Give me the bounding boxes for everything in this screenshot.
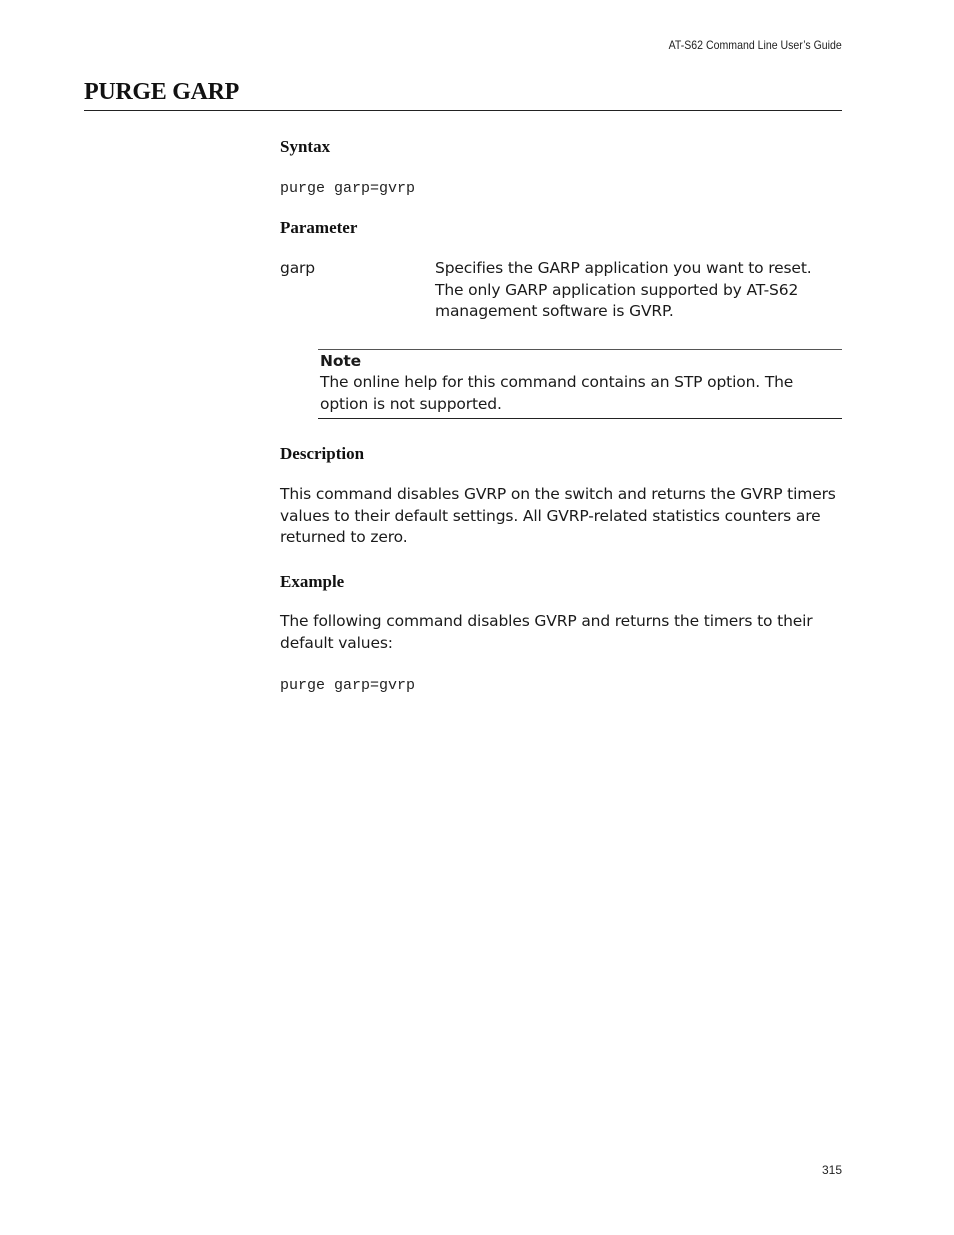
example-heading: Example (280, 572, 345, 591)
description-heading: Description (280, 444, 365, 463)
syntax-code: purge garp=gvrp (280, 180, 416, 197)
note-box (318, 349, 842, 419)
parameter-heading: Parameter (280, 218, 358, 237)
example-text: The following command disables GVRP and returns the timers to their default values: (280, 612, 813, 652)
syntax-heading: Syntax (280, 137, 331, 156)
title-divider (84, 110, 842, 111)
page-number: 315 (821, 1163, 842, 1177)
note-text: The online help for this command contains an STP option. The option is not supported. (320, 373, 794, 413)
parameter-description: Specifies the GARP application you want to reset. The only GARP application supported by AT-S62 management software is GVRP. (435, 259, 812, 321)
page-title: PURGE GARP (84, 79, 239, 105)
running-header: AT-S62 Command Line User’s Guide (668, 38, 842, 52)
note-label: Note (320, 352, 361, 370)
example-code: purge garp=gvrp (280, 677, 416, 694)
parameter-name: garp (280, 259, 315, 277)
description-text: This command disables GVRP on the switch and returns the GVRP timers values to their default settings. All GVRP-related statistics counters are returned to zero. (280, 485, 836, 547)
